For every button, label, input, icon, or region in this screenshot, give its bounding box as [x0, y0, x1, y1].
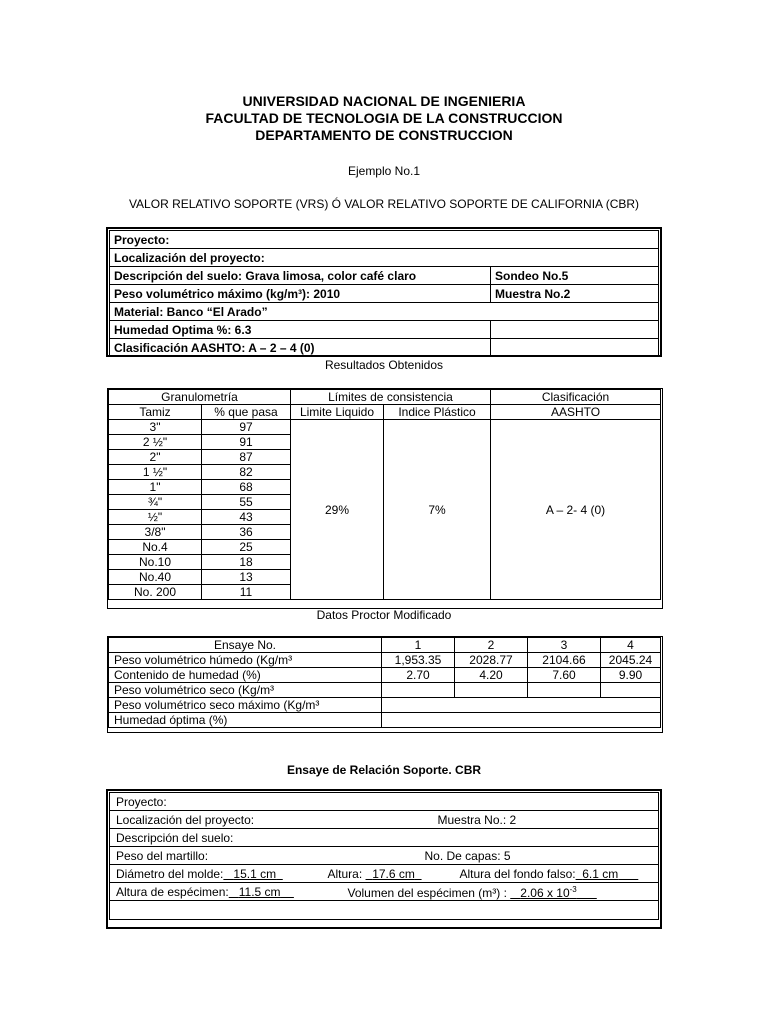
cbr-muestra: Muestra No.: 2 [437, 812, 517, 827]
results-label: Resultados Obtenidos [324, 358, 444, 372]
col-ll: Limite Liquido [291, 405, 384, 420]
info-sondeo: Sondeo No.5 [491, 267, 659, 285]
ll-value: 29% [291, 420, 384, 600]
table-row: Peso volumétrico seco máximo (Kg/m³ [109, 698, 661, 713]
classification-header: Clasificación [491, 390, 661, 405]
example-label: Ejemplo No.1 [347, 164, 421, 178]
table-row: ½" 43 [109, 510, 661, 525]
info-proyecto: Proyecto: [110, 231, 659, 249]
col-aashto: AASHTO [491, 405, 661, 420]
document-subtitle: VALOR RELATIVO SOPORTE (VRS) Ó VALOR RELATIVO SOPORTE DE CALIFORNIA (CBR) [128, 197, 640, 211]
info-peso: Peso volumétrico máximo (kg/m³): 2010 [110, 285, 491, 303]
table-row: No.4 25 [109, 540, 661, 555]
info-clasificacion: Clasificación AASHTO: A – 2 – 4 (0) [110, 339, 491, 357]
especimen-value: 11.5 cm [238, 884, 281, 899]
info-muestra: Muestra No.2 [491, 285, 659, 303]
table-row: 2" 87 [109, 450, 661, 465]
ip-value: 7% [384, 420, 491, 600]
info-material: Material: Banco “El Arado” [110, 303, 659, 321]
table-row: 2 ½" 91 [109, 435, 661, 450]
cbr-table [109, 792, 659, 920]
table-row: No. 200 11 [109, 585, 661, 600]
altura-value: 17.6 cm [372, 866, 415, 881]
table-row: 3" 97 29% 7% A – 2- 4 (0) [109, 420, 661, 435]
col-pasa: % que pasa [202, 405, 291, 420]
cbr-proyecto: Proyecto: [110, 793, 659, 811]
cbr-capas: No. De capas: 5 [424, 848, 511, 863]
cbr-title: Ensaye de Relación Soporte. CBR [286, 763, 482, 777]
table-row: No.10 18 [109, 555, 661, 570]
cbr-dimensions: Diámetro del molde: 15.1 cm Altura: 17.6 cm Altura del fondo falso: 6.1 cm [110, 865, 659, 883]
table-row: 1 ½" 82 [109, 465, 661, 480]
table-row: Peso volumétrico húmedo (Kg/m³ 1,953.35 2028.77 2104.66 2045.24 [109, 653, 661, 668]
volumen-value: 2.06 x 10 [520, 885, 570, 900]
diametro-value: 15.1 cm [233, 866, 277, 881]
table-row: Peso volumétrico seco (Kg/m³ [109, 683, 661, 698]
project-info-table [109, 230, 659, 357]
table-row: 3/8" 36 [109, 525, 661, 540]
department-title: DEPARTAMENTO DE CONSTRUCCION [255, 127, 513, 143]
col-ip: Indice Plástico [384, 405, 491, 420]
cbr-descripcion: Descripción del suelo: [110, 829, 659, 847]
info-localizacion: Localización del proyecto: [110, 249, 659, 267]
table-row: ¾" 55 [109, 495, 661, 510]
aashto-value: A – 2- 4 (0) [491, 420, 661, 600]
granulometry-table [108, 389, 661, 600]
info-humedad: Humedad Optima %: 6.3 [110, 321, 491, 339]
table-row: Humedad óptima (%) [109, 713, 661, 728]
table-row: 1" 68 [109, 480, 661, 495]
table-row: No.40 13 [109, 570, 661, 585]
faculty-title: FACULTAD DE TECNOLOGIA DE LA CONSTRUCCION [205, 110, 563, 126]
table-row: Contenido de humedad (%) 2.70 4.20 7.60 9.90 [109, 668, 661, 683]
col-ensaye: Ensaye No. [109, 638, 382, 653]
info-descripcion: Descripción del suelo: Grava limosa, color café claro [110, 267, 491, 285]
col-tamiz: Tamiz [109, 405, 202, 420]
university-title: UNIVERSIDAD NACIONAL DE INGENIERIA [242, 93, 526, 109]
cbr-localizacion: Localización del proyecto: Muestra No.: 2 [110, 811, 659, 829]
limits-header: Límites de consistencia [291, 390, 491, 405]
cbr-martillo: Peso del martillo: No. De capas: 5 [110, 847, 659, 865]
cbr-specimen: Altura de espécimen: 11.5 cm Volumen del espécimen (m³) : 2.06 x $10^{-3}$ [110, 883, 659, 901]
proctor-table: Ensaye No. 1 2 3 4 Peso volumétrico húmedo (Kg/m³ 1,953.35 2028.77 2104.66 2045.24 Contenido de humedad (%) 2.70 4.20 7.60 9.90 Peso volumétrico seco (Kg/m³ Peso volumétrico seco máximo (Kg/m³ Humedad óptima (%) [108, 637, 661, 728]
fondo-value: 6.1 cm [582, 866, 619, 881]
proctor-label: Datos Proctor Modificado [316, 608, 452, 622]
granulometry-header: Granulometría [109, 390, 291, 405]
